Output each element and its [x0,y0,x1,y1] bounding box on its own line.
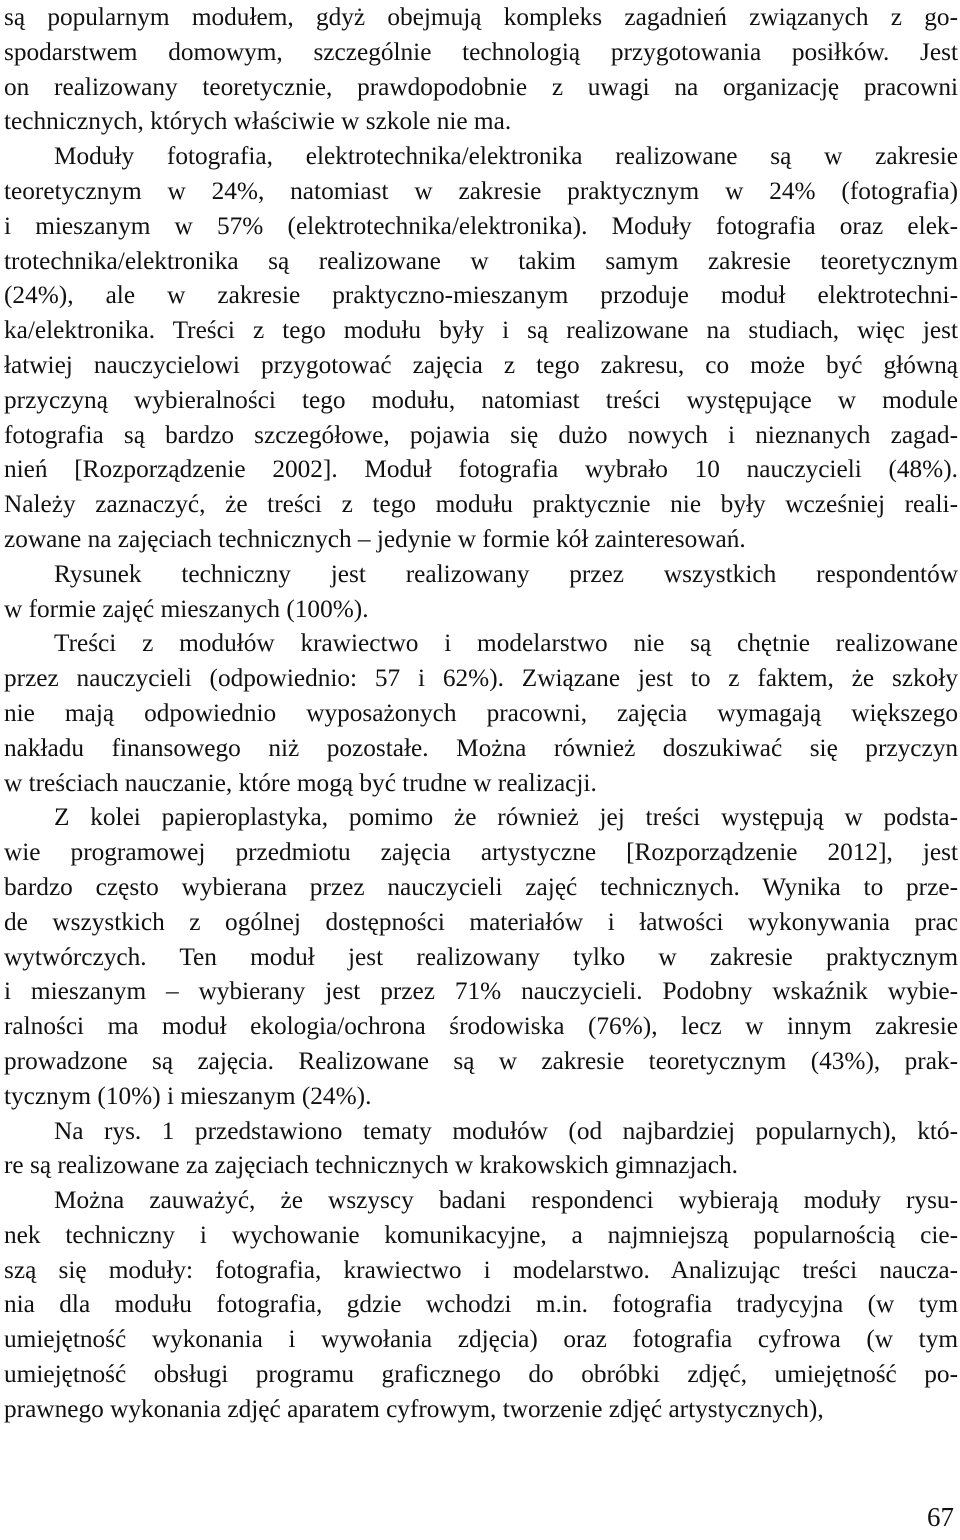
text-line: nień [Rozporządzenie 2002]. Moduł fotografia wybrało 10 nauczycieli (48%). [4,455,958,484]
text-line: ralności ma moduł ekologia/ochrona środowiska (76%), lecz w innym zakresie [4,1012,958,1041]
text-line: przez nauczycieli (odpowiednio: 57 i 62%). Związane jest to z faktem, że szkoły [4,664,958,693]
text-line: (24%), ale w zakresie praktyczno-mieszanym przoduje moduł elektrotechni- [4,281,958,310]
body-text [4,0,958,1427]
text-line: w treściach nauczanie, które mogą być trudne w realizacji. [4,768,597,797]
paragraph [4,800,958,1113]
text-line: nek techniczny i wychowanie komunikacyjne, a najmniejszą popularnością cie- [4,1220,958,1249]
text-line: zowane na zajęciach technicznych – jedynie w formie kół zainteresowań. [4,524,746,553]
text-line: umiejętność wykonania i wywołania zdjęcia) oraz fotografia cyfrowa (w tym [4,1325,958,1354]
text-line: re są realizowane za zajęciach technicznych w krakowskich gimnazjach. [4,1151,738,1180]
paragraph [4,626,958,800]
paragraph [4,1183,958,1427]
text-line: prowadzone są zajęcia. Realizowane są w zakresie teoretycznym (43%), prak- [4,1046,958,1075]
text-line: nia dla modułu fotografia, gdzie wchodzi m.in. fotografia tradycyjna (w tym [4,1290,958,1319]
text-line: technicznych, których właściwie w szkole nie ma. [4,107,512,136]
text-line: fotografia są bardzo szczegółowe, pojawia się dużo nowych i nieznanych zagad- [4,420,958,449]
page-number: 67 [927,1502,954,1532]
paragraph [4,139,958,557]
text-line: spodarstwem domowym, szczególnie technologią przygotowania posiłków. Jest [4,37,958,66]
text-line: ka/elektronika. Treści z tego modułu były i są realizowane na studiach, więc jest [4,316,958,345]
text-line: nie mają odpowiednio wyposażonych pracowni, zajęcia wymagają większego [4,698,958,727]
text-line: Należy zaznaczyć, że treści z tego modułu praktycznie nie były wcześniej reali- [4,490,958,519]
text-line: prawnego wykonania zdjęć aparatem cyfrowym, tworzenie zdjęć artystycznych), [4,1394,824,1423]
text-line: wie programowej przedmiotu zajęcia artystyczne [Rozporządzenie 2012], jest [4,838,958,867]
paragraph [4,557,958,627]
paragraph [4,0,958,139]
text-line: Rysunek techniczny jest realizowany przez wszystkich respondentów [54,559,958,588]
text-line: Treści z modułów krawiectwo i modelarstwo nie są chętnie realizowane [54,629,958,658]
text-line: de wszystkich z ogólnej dostępności materiałów i łatwości wykonywania prac [4,907,958,936]
text-line: wytwórczych. Ten moduł jest realizowany tylko w zakresie praktycznym [4,942,958,971]
text-line: bardzo często wybierana przez nauczycieli zajęć technicznych. Wynika to prze- [4,872,958,901]
text-line: Z kolei papieroplastyka, pomimo że również jej treści występują w podsta- [54,803,958,832]
text-line: są popularnym modułem, gdyż obejmują kompleks zagadnień związanych z go- [4,3,958,31]
text-line: i mieszanym – wybierany jest przez 71% nauczycieli. Podobny wskaźnik wybie- [4,977,958,1006]
text-line: nakładu finansowego niż pozostałe. Można również doszukiwać się przyczyn [4,733,958,762]
text-line: Można zauważyć, że wszyscy badani respondenci wybierają moduły rysu- [54,1186,958,1215]
text-line: teoretycznym w 24%, natomiast w zakresie praktycznym w 24% (fotografia) [4,176,958,205]
text-line: przyczyną wybieralności tego modułu, natomiast treści występujące w module [4,385,958,414]
text-line: umiejętność obsługi programu graficznego do obróbki zdjęć, umiejętność po- [4,1360,958,1389]
text-line: i mieszanym w 57% (elektrotechnika/elektronika). Moduły fotografia oraz elek- [4,211,958,240]
paragraph [4,1114,958,1184]
text-line: Moduły fotografia, elektrotechnika/elektronika realizowane są w zakresie [54,142,958,171]
text-line: Na rys. 1 przedstawiono tematy modułów (od najbardziej popularnych), któ- [54,1116,958,1145]
text-line: w formie zajęć mieszanych (100%). [4,594,369,623]
text-line: łatwiej nauczycielowi przygotować zajęcia z tego zakresu, co może być główną [4,350,958,379]
text-line: tycznym (10%) i mieszanym (24%). [4,1081,372,1110]
text-line: on realizowany teoretycznie, prawdopodobnie z uwagi na organizację pracowni [4,72,958,101]
text-line: szą się moduły: fotografia, krawiectwo i modelarstwo. Analizując treści naucza- [4,1255,958,1284]
text-line: trotechnika/elektronika są realizowane w takim samym zakresie teoretycznym [4,246,958,275]
